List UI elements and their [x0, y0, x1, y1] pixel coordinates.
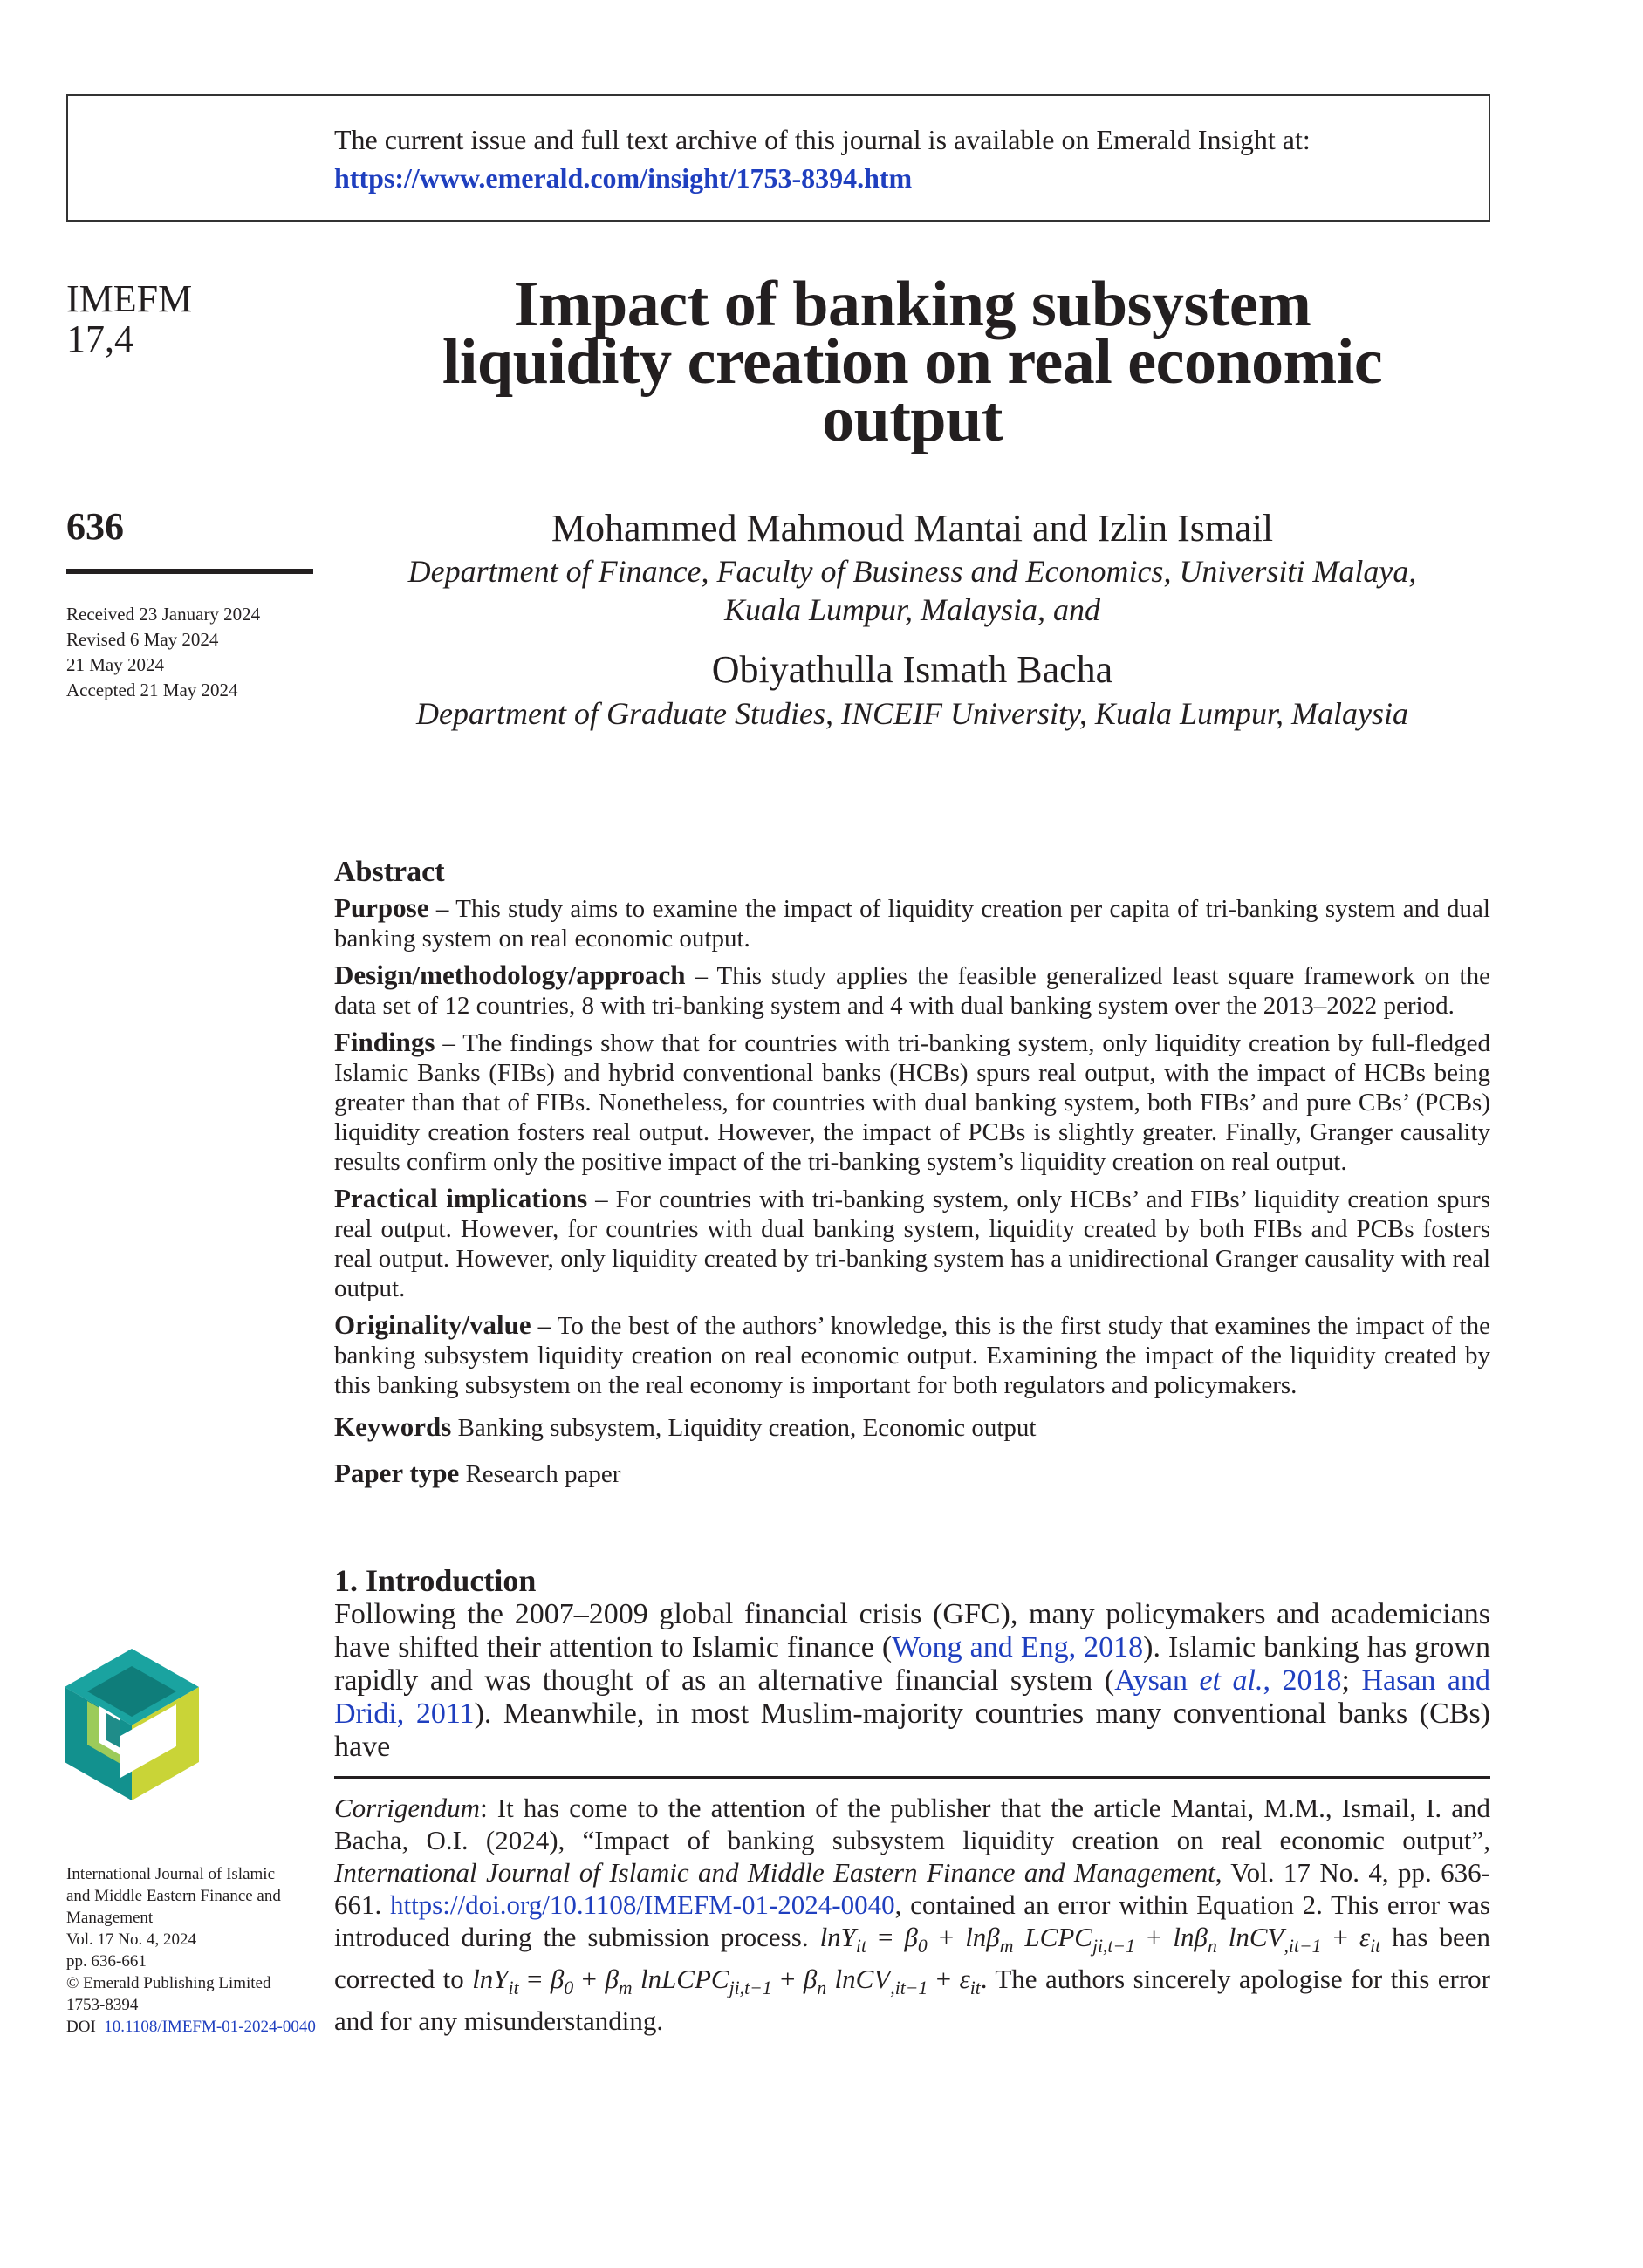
- date-line: 21 May 2024: [66, 654, 164, 675]
- intro-paragraph: [334, 1598, 1490, 1764]
- journal-info: [66, 1863, 316, 2038]
- corrigendum-paragraph: [334, 1792, 1490, 2037]
- info-line: © Emerald Publishing Limited: [66, 1974, 271, 1992]
- info-line: and Middle Eastern Finance and: [66, 1887, 281, 1905]
- doi-label: DOI: [66, 2018, 96, 2036]
- findings-label: Findings: [334, 1027, 435, 1057]
- article-title: [334, 269, 1490, 455]
- sidebar-divider: [66, 569, 313, 574]
- info-line: Management: [66, 1909, 154, 1927]
- purpose-label: Purpose: [334, 892, 429, 923]
- date-line: Received 23 January 2024: [66, 604, 261, 625]
- date-line: Revised 6 May 2024: [66, 629, 219, 650]
- abstract-design: [334, 960, 1490, 1021]
- journal-code: [66, 279, 192, 359]
- doi-line: [66, 2016, 316, 2038]
- citation-link[interactable]: [1114, 1664, 1341, 1697]
- citation-year: , 2018: [1263, 1664, 1342, 1697]
- abstract-findings: [334, 1028, 1490, 1177]
- intro-text: ). Islamic banking has grown rapidly and was thought of as an alternative financial system (: [334, 1631, 1490, 1697]
- access-banner: [66, 94, 1490, 222]
- received-dates: [66, 602, 260, 703]
- corrigendum-text: : It has come to the attention of the publisher that the article Mantai, M.M., Ismail, I. and Bacha, O.I. (2024), “Impact of banking subsystem liquidity creation on real economic output”,: [334, 1793, 1490, 1855]
- findings-text: – The findings show that for countries with tri-banking system, only liquidity creation by full-fledged Islamic Banks (FIBs) and hybrid conventional banks (HCBs) spurs real output, with the impact of HCBs being greater than that of FIBs. Nonetheless, for countries with dual banking system, both FIBs’ and pure CBs’ (PCBs) liquidity creation fosters real output. However, the impact of PCBs is slightly greater. Finally, Granger causality results confirm only the positive impact of the tri-banking system’s liquidity creation on real output.: [334, 1029, 1490, 1176]
- equation-corrected: $\ln Y_{it} = \beta_0 + \beta_m$ lnLCPC$_{ji,t-1}$ + $\beta_n$ lnCV$_{,it-1}$ + $\varepsilon_{it}$: [472, 1964, 981, 1999]
- citation-author: Aysan: [1114, 1664, 1200, 1697]
- doi-link[interactable]: 10.1108/IMEFM-01-2024-0040: [104, 2018, 316, 2036]
- design-label: Design/methodology/approach: [334, 960, 686, 990]
- intro-text: Following the 2007–2009 global financial crisis (GFC), many policymakers and academicians have shifted their attention to Islamic finance (: [334, 1598, 1490, 1663]
- authors-primary: Mohammed Mahmoud Mantai and Izlin Ismail: [551, 507, 1274, 550]
- practical-text: – For countries with tri-banking system, only HCBs’ and FIBs’ liquidity creation spurs real output. However, for countries with dual banking system, liquidity created by both FIBs and PCBs fosters real output. However, only liquidity created by tri-banking system has a unidirectional Granger causality with real output.: [334, 1185, 1490, 1302]
- page-number: 636: [66, 505, 124, 548]
- date-line: Accepted 21 May 2024: [66, 680, 238, 700]
- affiliation-line: Kuala Lumpur, Malaysia, and: [723, 592, 1101, 627]
- citation-link[interactable]: Hasan and Dridi, 2011: [334, 1664, 1491, 1730]
- journal-name: International Journal of Islamic and Middle Eastern Finance and Management: [334, 1857, 1215, 1888]
- corrigendum-label: Corrigendum: [334, 1793, 481, 1823]
- keywords-label: Keywords: [334, 1411, 452, 1442]
- corrigendum-text: , Vol. 17 No. 4, pp. 636-661.: [334, 1857, 1491, 1920]
- title-line: liquidity creation on real economic: [442, 326, 1383, 398]
- paper-type: [334, 1458, 1490, 1489]
- journal-abbrev: IMEFM: [66, 277, 193, 320]
- info-line: 1753-8394: [66, 1996, 139, 2014]
- originality-text: – To the best of the authors’ knowledge, this is the first study that examines the impact of the banking subsystem liquidity creation on real economic output. Examining the impact of the liquidity created by this banking subsystem on the real economy is important for both regulators and policymakers.: [334, 1312, 1490, 1399]
- abstract-purpose: [334, 893, 1490, 953]
- emerald-logo-icon: [65, 1649, 199, 1800]
- info-line: pp. 636-661: [66, 1952, 147, 1971]
- banner-text: The current issue and full text archive of this journal is available on Emerald Insight at:: [334, 124, 1311, 155]
- citation-etal: et al.: [1199, 1664, 1263, 1697]
- corrigendum-note: [334, 1792, 1490, 2037]
- abstract-heading: Abstract: [334, 856, 445, 888]
- practical-label: Practical implications: [334, 1183, 588, 1213]
- info-line: Vol. 17 No. 4, 2024: [66, 1930, 197, 1949]
- papertype-text: Research paper: [459, 1460, 621, 1488]
- intro-text: ). Meanwhile, in most Muslim-majority countries many conventional banks (CBs) have: [334, 1698, 1490, 1763]
- doi-link[interactable]: https://doi.org/10.1108/IMEFM-01-2024-0040: [389, 1889, 895, 1920]
- introduction: [334, 1563, 1490, 1764]
- equation-wrong: $\ln Y_{it} = \beta_0 + \ln\beta_m$ $LCPC_{ji,t-1} + \ln\beta_n$ lnCV$_{,it-1}$ + $\varepsilon_{it}$: [819, 1922, 1381, 1957]
- corrigendum-text: , contained an error within Equation 2. This error was introduced during the submission process.: [334, 1889, 1491, 1952]
- volume-issue: 17,4: [66, 318, 133, 360]
- design-text: – This study applies the feasible generalized least square framework on the data set of 12 countries, 8 with tri-banking system and 4 with dual banking system over the 2013–2022 period.: [334, 962, 1490, 1020]
- intro-text: ;: [1341, 1664, 1362, 1697]
- keywords-text: Banking subsystem, Liquidity creation, Economic output: [451, 1414, 1037, 1442]
- affiliation-secondary: Department of Graduate Studies, INCEIF University, Kuala Lumpur, Malaysia: [416, 696, 1408, 731]
- keywords: [334, 1412, 1490, 1443]
- footnote-divider: [334, 1776, 1490, 1779]
- authors-secondary: Obiyathulla Ismath Bacha: [711, 648, 1113, 691]
- section-heading: 1. Introduction: [334, 1563, 537, 1598]
- title-line: output: [822, 384, 1003, 455]
- abstract-originality: [334, 1310, 1490, 1400]
- citation-link[interactable]: Wong and Eng, 2018: [892, 1631, 1144, 1663]
- purpose-text: – This study aims to examine the impact of liquidity creation per capita of tri-banking system and dual banking system on real economic output.: [334, 895, 1490, 953]
- abstract-practical: [334, 1184, 1490, 1303]
- corrigendum-text: has been corrected to: [334, 1922, 1490, 1995]
- abstract: [334, 855, 1490, 1496]
- corrigendum-text: . The authors sincerely apologise for this error and for any misunderstanding.: [334, 1964, 1491, 2037]
- originality-label: Originality/value: [334, 1309, 531, 1340]
- title-line: Impact of banking subsystem: [513, 269, 1311, 340]
- papertype-label: Paper type: [334, 1458, 460, 1488]
- info-line: International Journal of Islamic: [66, 1865, 276, 1883]
- banner-link[interactable]: https://www.emerald.com/insight/1753-8394.htm: [334, 162, 913, 194]
- affiliation-line: Department of Finance, Faculty of Business and Economics, Universiti Malaya,: [407, 554, 1417, 589]
- affiliation-primary: [334, 552, 1490, 629]
